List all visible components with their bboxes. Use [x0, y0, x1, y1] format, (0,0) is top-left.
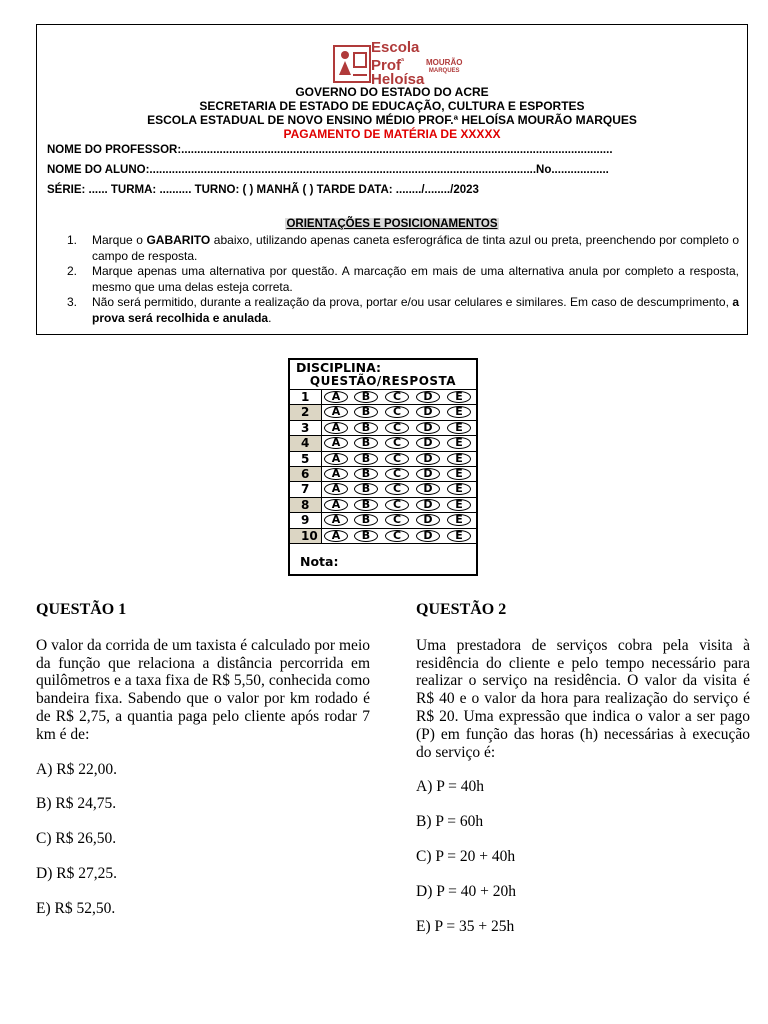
- answer-bubble[interactable]: D: [416, 530, 440, 542]
- answer-bubble[interactable]: A: [324, 468, 348, 480]
- answer-bubble[interactable]: A: [324, 483, 348, 495]
- answer-bubble[interactable]: A: [324, 422, 348, 434]
- answer-option[interactable]: C) R$ 26,50.: [36, 830, 117, 848]
- answer-row: [290, 482, 476, 497]
- answer-bubble[interactable]: A: [324, 530, 348, 542]
- answer-sheet-title: DISCIPLINA:: [296, 360, 381, 375]
- logo-side-1: MOURÃO: [426, 58, 463, 67]
- answer-bubble[interactable]: D: [416, 499, 440, 511]
- answer-row-number: 7: [290, 482, 322, 496]
- answer-option[interactable]: A) P = 40h: [416, 778, 485, 796]
- answer-option[interactable]: D) R$ 27,25.: [36, 864, 117, 882]
- header-government: GOVERNO DO ESTADO DO ACRE: [295, 85, 489, 99]
- answer-bubble[interactable]: D: [416, 437, 440, 449]
- answer-bubble[interactable]: B: [354, 422, 378, 434]
- answer-bubble[interactable]: A: [324, 437, 348, 449]
- answer-option[interactable]: B) R$ 24,75.: [36, 795, 117, 813]
- answer-bubble[interactable]: D: [416, 406, 440, 418]
- answer-bubble[interactable]: B: [354, 391, 378, 403]
- answer-bubble[interactable]: C: [385, 422, 409, 434]
- answer-row: [290, 467, 476, 482]
- answer-bubble[interactable]: E: [447, 422, 471, 434]
- answer-bubble[interactable]: B: [354, 437, 378, 449]
- logo-line-1: Escola: [371, 39, 420, 56]
- instructions-title: ORIENTAÇÕES E POSICIONAMENTOS: [286, 218, 498, 230]
- answer-row-number: 5: [290, 452, 322, 466]
- question-text: Uma prestadora de serviços cobra pela visita à residência do cliente e pelo tempo necessário para realizar o serviço na residência. O valor da visita é R$ 40 e o valor da hora para realização do serviço é R$ 20. Uma expressão que indica o valor a ser pago (P) em função das horas (h) necessárias à execução do serviço é:: [416, 636, 750, 761]
- answer-row-number: 10: [290, 529, 322, 543]
- answer-bubble[interactable]: C: [385, 437, 409, 449]
- answer-bubble[interactable]: E: [447, 499, 471, 511]
- instruction-item: 1. Marque o GABARITO abaixo, utilizando apenas caneta esferográfica de tinta azul ou preta, preenchendo por completo o campo de resposta.: [67, 233, 739, 263]
- logo-wordmark: [371, 41, 424, 87]
- answer-row-number: 4: [290, 436, 322, 450]
- answer-bubble[interactable]: C: [385, 483, 409, 495]
- answer-bubble[interactable]: A: [324, 406, 348, 418]
- professor-field[interactable]: NOME DO PROFESSOR:.......................................................................................................................................: [47, 144, 613, 156]
- school-logo: [333, 41, 483, 91]
- answer-row: [290, 498, 476, 513]
- question-1: [36, 601, 370, 918]
- answer-sheet-subtitle: QUESTÃO/RESPOSTA: [290, 374, 476, 390]
- answer-sheet: [288, 358, 478, 576]
- answer-option[interactable]: C) P = 20 + 40h: [416, 847, 516, 865]
- answer-row-number: 8: [290, 498, 322, 512]
- answer-row: [290, 513, 476, 528]
- header-exam-title: PAGAMENTO DE MATÉRIA DE XXXXX: [283, 127, 501, 141]
- answer-row: [290, 405, 476, 420]
- answer-row-number: 9: [290, 513, 322, 527]
- answer-bubble[interactable]: C: [385, 453, 409, 465]
- logo-line-3: Heloísa: [371, 71, 425, 88]
- logo-side-2: MARQUES: [428, 68, 460, 74]
- answer-row: [290, 436, 476, 451]
- class-info-field[interactable]: SÉRIE: ...... TURMA: .......... TURNO: ( ) MANHÃ ( ) TARDE DATA: ......../......../2023: [47, 184, 479, 196]
- answer-bubble[interactable]: E: [447, 437, 471, 449]
- answer-bubble[interactable]: E: [447, 453, 471, 465]
- answer-bubble[interactable]: C: [385, 514, 409, 526]
- logo-side-text: [426, 58, 462, 76]
- answer-option[interactable]: E) R$ 52,50.: [36, 899, 116, 917]
- answer-bubble[interactable]: D: [416, 483, 440, 495]
- answer-row: [290, 452, 476, 467]
- instruction-item: 2. Marque apenas uma alternativa por questão. A marcação em mais de uma alternativa anula por completo a resposta, mesmo que uma delas esteja correta.: [67, 264, 739, 294]
- answer-bubble[interactable]: B: [354, 499, 378, 511]
- answer-bubble[interactable]: C: [385, 391, 409, 403]
- answer-row: [290, 390, 476, 405]
- question-title: QUESTÃO 1: [36, 601, 127, 618]
- answer-bubble[interactable]: B: [354, 468, 378, 480]
- answer-row: [290, 529, 476, 544]
- instructions-list: [67, 233, 739, 326]
- answer-bubble[interactable]: E: [447, 406, 471, 418]
- answer-bubble[interactable]: D: [416, 391, 440, 403]
- answer-bubble[interactable]: B: [354, 406, 378, 418]
- answer-bubble[interactable]: A: [324, 514, 348, 526]
- answer-bubble[interactable]: C: [385, 406, 409, 418]
- question-title: QUESTÃO 2: [416, 601, 507, 618]
- answer-option[interactable]: A) R$ 22,00.: [36, 760, 117, 778]
- answer-option[interactable]: E) P = 35 + 25h: [416, 917, 515, 935]
- question-text: O valor da corrida de um taxista é calculado por meio da função que relaciona a distância percorrida em quilômetros e a taxa fixa de R$ 5,50, conhecida como bandeira fixa. Sabendo que o valor por km rodado é de R$ 2,75, a quantia paga pelo cliente após rodar 7 km é de:: [36, 636, 370, 743]
- answer-bubble[interactable]: A: [324, 391, 348, 403]
- answer-bubble[interactable]: E: [447, 468, 471, 480]
- answer-bubble[interactable]: B: [354, 514, 378, 526]
- answer-bubble[interactable]: D: [416, 422, 440, 434]
- answer-bubble[interactable]: E: [447, 391, 471, 403]
- answer-bubble[interactable]: B: [354, 530, 378, 542]
- answer-row-number: 3: [290, 421, 322, 435]
- school-logo-icon: [333, 45, 371, 83]
- header-school: ESCOLA ESTADUAL DE NOVO ENSINO MÉDIO PROF.ª HELOÍSA MOURÃO MARQUES: [147, 113, 637, 127]
- answer-bubble[interactable]: B: [354, 453, 378, 465]
- answer-bubble[interactable]: D: [416, 468, 440, 480]
- instruction-item: 3. Não será permitido, durante a realização da prova, portar e/ou usar celulares e similares. Em caso de descumprimento, a prova será recolhida e anulada.: [67, 295, 739, 325]
- question-2: [416, 601, 750, 935]
- answer-bubble[interactable]: A: [324, 453, 348, 465]
- answer-bubble[interactable]: C: [385, 499, 409, 511]
- exam-header: [36, 24, 748, 335]
- header-secretaria: SECRETARIA DE ESTADO DE EDUCAÇÃO, CULTURA E ESPORTES: [199, 99, 585, 113]
- answer-row-number: 1: [290, 390, 322, 404]
- student-field[interactable]: NOME DO ALUNO:.........................................................................................................................No..................: [47, 164, 609, 176]
- answer-bubble[interactable]: C: [385, 530, 409, 542]
- answer-bubble[interactable]: E: [447, 530, 471, 542]
- answer-bubble[interactable]: E: [447, 483, 471, 495]
- answer-bubble[interactable]: D: [416, 514, 440, 526]
- answer-option[interactable]: B) P = 60h: [416, 813, 484, 831]
- grade-field[interactable]: Nota:: [300, 554, 339, 569]
- answer-row: [290, 421, 476, 436]
- answer-row-number: 6: [290, 467, 322, 481]
- answer-bubble[interactable]: A: [324, 499, 348, 511]
- answer-bubble[interactable]: D: [416, 453, 440, 465]
- answer-bubble[interactable]: C: [385, 468, 409, 480]
- answer-row-number: 2: [290, 405, 322, 419]
- logo-line-2-sup: ª: [401, 57, 404, 66]
- answer-option[interactable]: D) P = 40 + 20h: [416, 882, 517, 900]
- answer-bubble[interactable]: E: [447, 514, 471, 526]
- answer-bubble[interactable]: B: [354, 483, 378, 495]
- logo-line-2: Prof: [371, 57, 401, 74]
